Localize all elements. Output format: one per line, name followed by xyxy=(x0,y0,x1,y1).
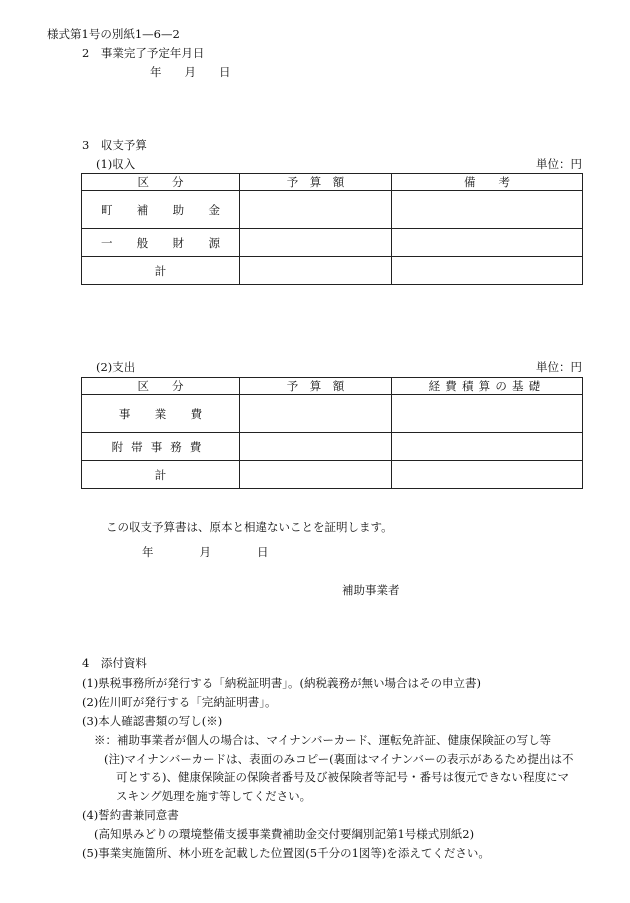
table-row xyxy=(82,461,583,489)
signer-label: 補助事業者 xyxy=(342,583,400,597)
attachment-note: スキング処理を施す等してください。 xyxy=(116,789,312,803)
income-row-text: 町 補 助 金 xyxy=(100,202,231,217)
attachments-heading: 4 添付資料 xyxy=(82,656,147,670)
expense-header-amount: 予 算 額 xyxy=(240,378,392,395)
expense-basis-cell[interactable] xyxy=(392,433,583,461)
attachment-note: (注)マイナンバーカードは、表面のみコピー(裏面はマイナンバーの表示があるため提出は不 xyxy=(104,752,574,766)
income-total-label: 計 xyxy=(82,257,240,285)
form-id: 様式第1号の別紙1—6—2 xyxy=(47,27,180,41)
table-row xyxy=(82,191,583,229)
budget-heading: 3 収支予算 xyxy=(82,138,147,152)
income-amount-cell[interactable] xyxy=(240,229,392,257)
income-header-row xyxy=(82,174,583,191)
income-header-amount: 予 算 額 xyxy=(240,174,392,191)
expense-basis-cell[interactable] xyxy=(392,395,583,433)
attachment-note: (高知県みどりの環境整備支援事業費補助金交付要綱別記第1号様式別紙2) xyxy=(94,827,475,841)
income-table xyxy=(81,173,583,285)
income-row-label xyxy=(82,191,240,229)
expense-total-amount[interactable] xyxy=(240,461,392,489)
expense-amount-cell[interactable] xyxy=(240,395,392,433)
expense-header-basis: 経費積算の基礎 xyxy=(392,378,583,395)
attachment-item: (4)誓約書兼同意書 xyxy=(82,808,179,822)
expense-total-label: 計 xyxy=(82,461,240,489)
attachment-item: (5)事業実施箇所、林小班を記載した位置図(5千分の1図等)を添えてください。 xyxy=(82,846,490,860)
income-header-category: 区 分 xyxy=(82,174,240,191)
expense-row-label xyxy=(82,433,240,461)
income-notes-cell[interactable] xyxy=(392,191,583,229)
income-unit: 単位：円 xyxy=(536,157,582,171)
expense-header-category: 区 分 xyxy=(82,378,240,395)
attachment-note: ※：補助事業者が個人の場合は、マイナンバーカード、運転免許証、健康保険証の写し等 xyxy=(94,733,552,747)
table-row xyxy=(82,257,583,285)
certification-date: 年 月 日 xyxy=(142,545,269,559)
expense-table xyxy=(81,377,583,489)
expense-row-text: 事 業 費 xyxy=(118,406,213,421)
attachment-item: (3)本人確認書類の写し(※) xyxy=(82,714,223,728)
table-row xyxy=(82,395,583,433)
income-header-notes: 備 考 xyxy=(392,174,583,191)
attachment-item: (2)佐川町が発行する「完納証明書」。 xyxy=(82,695,277,709)
income-row-text: 一 般 財 源 xyxy=(100,235,231,250)
expense-row-label xyxy=(82,395,240,433)
expense-total-basis[interactable] xyxy=(392,461,583,489)
attachment-note: 可とする)、健康保険証の保険者番号及び被保険者等記号・番号は復元できない程度にマ xyxy=(116,770,569,784)
income-total-amount[interactable] xyxy=(240,257,392,285)
expense-caption: (2)支出 xyxy=(96,360,136,374)
income-total-notes[interactable] xyxy=(392,257,583,285)
certification-statement: この収支予算書は、原本と相違ないことを証明します。 xyxy=(106,520,393,534)
table-row xyxy=(82,433,583,461)
completion-heading: 2 事業完了予定年月日 xyxy=(82,46,205,60)
income-amount-cell[interactable] xyxy=(240,191,392,229)
expense-amount-cell[interactable] xyxy=(240,433,392,461)
completion-date: 年 月 日 xyxy=(150,65,231,79)
income-caption: (1)収入 xyxy=(96,157,136,171)
table-row xyxy=(82,229,583,257)
income-notes-cell[interactable] xyxy=(392,229,583,257)
expense-unit: 単位：円 xyxy=(536,360,582,374)
income-row-label xyxy=(82,229,240,257)
expense-header-row xyxy=(82,378,583,395)
expense-row-text: 附帯事務費 xyxy=(111,439,210,454)
attachment-item: (1)県税事務所が発行する「納税証明書」。(納税義務が無い場合はその申立書) xyxy=(82,676,482,690)
